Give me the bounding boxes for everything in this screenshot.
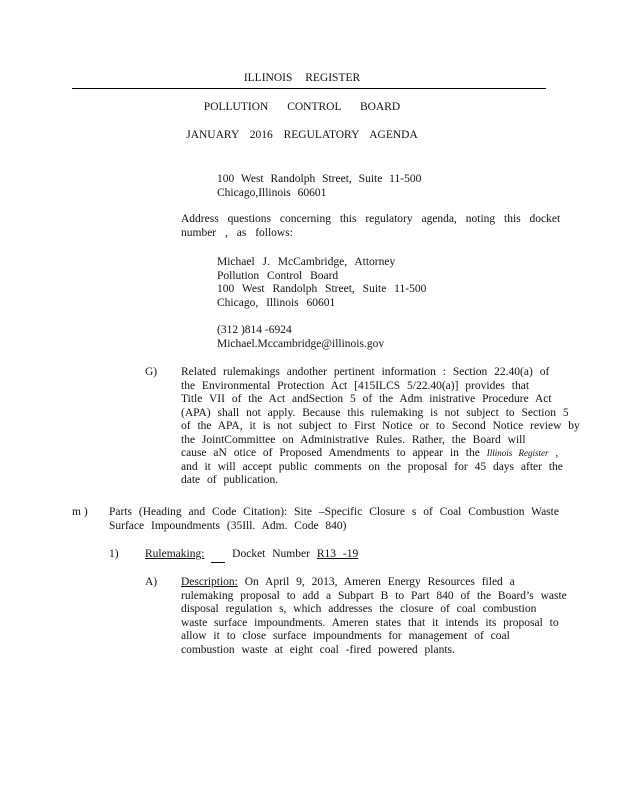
register-italic: Illinois Register bbox=[486, 448, 549, 458]
questions-paragraph bbox=[181, 213, 560, 240]
address-block bbox=[217, 173, 421, 200]
description-line: allow it to close surface impoundments for management of coal bbox=[181, 630, 510, 642]
docket-number: R13 -19 bbox=[316, 548, 359, 560]
agenda-title: JANUARY 2016 REGULATORY AGENDA bbox=[186, 129, 418, 141]
description-title: Description: bbox=[181, 576, 238, 588]
contact-city: Chicago, Illinois 60601 bbox=[217, 296, 336, 309]
item-g-paragraph bbox=[181, 366, 580, 488]
title-underline-gap bbox=[211, 548, 225, 563]
item-g-line: of the APA, it is not subject to First Notice or to Second Notice review by bbox=[181, 420, 580, 432]
contact-org: Pollution Control Board bbox=[217, 269, 339, 282]
item-m-line: Parts (Heading and Code Citation): Site –Specific Closure s of Coal Combustion Waste bbox=[109, 506, 559, 518]
item-g-line: the JointCommittee on Administrative Rules. Rather, the Board will bbox=[181, 433, 526, 446]
item-g-line: (APA) shall not apply. Because this rulemaking is not subject to Section 5 bbox=[181, 406, 569, 419]
item-g-line: the Environmental Protection Act [415ILCS 5/22.40(a)] provides that bbox=[181, 379, 530, 392]
item-g-line: Title VII of the Act andSection 5 of the Adm inistrative Procedure Act bbox=[181, 393, 552, 405]
item-g-label: G) bbox=[145, 366, 158, 378]
item-m-line: Surface Impoundments (35Ill. Adm. Code 840) bbox=[109, 519, 347, 532]
description-line: rulemaking proposal to add a Subpart B to Part 840 of the Board’s waste bbox=[181, 589, 567, 602]
contact-name: Michael J. McCambridge, Attorney bbox=[217, 256, 396, 268]
item-g-line-punct: , bbox=[555, 447, 559, 459]
register-title: ILLINOIS REGISTER bbox=[243, 72, 361, 84]
description-paragraph bbox=[181, 576, 567, 657]
contact-phone: (312 )814 -6924 bbox=[217, 324, 292, 336]
description-line: disposal regulation s, which addresses the closure of coal combustion bbox=[181, 603, 537, 615]
agency-name: POLLUTION CONTROL BOARD bbox=[203, 101, 401, 113]
description-line: waste surface impoundments. Ameren states that it intends its proposal to bbox=[181, 616, 559, 629]
docket-text: Docket Number bbox=[232, 548, 310, 560]
description-line-text: On April 9, 2013, Ameren Energy Resources filed a bbox=[237, 576, 515, 588]
description-line: combustion waste at eight coal -fired powered plants. bbox=[181, 643, 455, 656]
contact-email[interactable]: Michael.Mccambridge@illinois.gov bbox=[217, 337, 385, 350]
item-m-label: m ) bbox=[72, 506, 88, 518]
contact-street: 100 West Randolph Street, Suite 11-500 bbox=[217, 283, 427, 295]
item-m-paragraph bbox=[109, 506, 559, 533]
address-city: Chicago,Illinois 60601 bbox=[217, 186, 327, 199]
item-g-line: Related rulemakings andother pertinent information : Section 22.40(a) of bbox=[181, 366, 550, 378]
rulemaking-line bbox=[145, 548, 358, 563]
header-rule bbox=[72, 88, 546, 89]
contact-block bbox=[217, 256, 426, 310]
item-g-line-text: cause aN otice of Proposed Amendments to appear in the bbox=[181, 447, 480, 459]
rulemaking-title: Rulemaking: bbox=[145, 548, 205, 560]
address-street: 100 West Randolph Street, Suite 11-500 bbox=[217, 173, 422, 185]
contact-details bbox=[217, 324, 384, 351]
description-line bbox=[181, 576, 567, 590]
description-label: A) bbox=[145, 576, 158, 588]
questions-line: number , as follows: bbox=[181, 226, 293, 239]
rulemaking-label: 1) bbox=[109, 548, 119, 560]
item-g-line: date of publication. bbox=[181, 474, 279, 486]
item-g-line: and it will accept public comments on the proposal for 45 days after the bbox=[181, 460, 563, 473]
questions-line: Address questions concerning this regulatory agenda, noting this docket bbox=[181, 213, 561, 225]
item-g-line bbox=[181, 447, 580, 461]
